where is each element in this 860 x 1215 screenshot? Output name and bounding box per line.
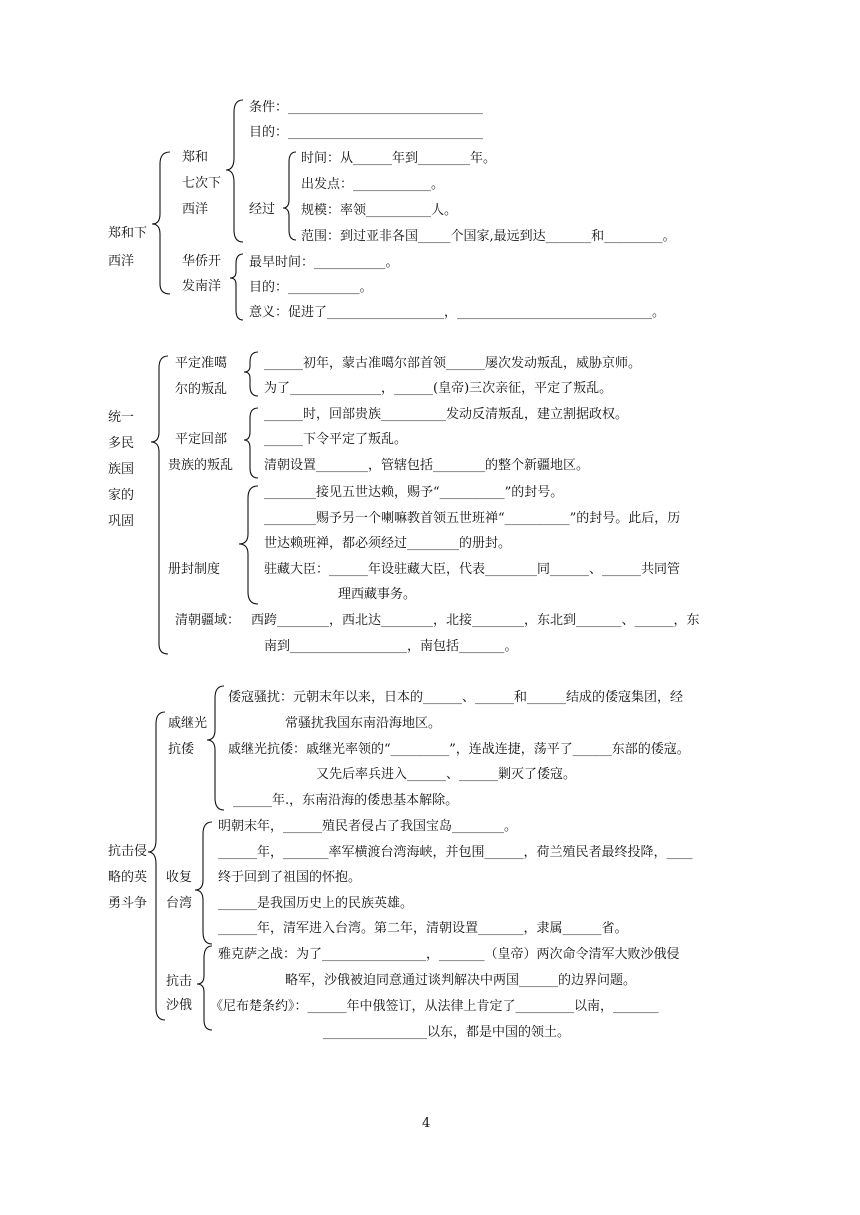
s1-b-line1: 最早时间：___________。 <box>249 255 399 270</box>
s1-a-label-1: 郑和 <box>182 150 209 165</box>
s2-a-line2: 为了______________，______(皇帝)三次亲征，平定了叛乱。 <box>264 381 613 396</box>
s2-b-label-1: 平定回部 <box>175 432 228 447</box>
s2-b-label-2: 贵族的叛乱 <box>168 458 234 473</box>
s3-c-label-1: 抗击 <box>166 974 193 989</box>
s2-b-line3: 清朝设置________，管辖包括________的整个新疆地区。 <box>264 458 590 473</box>
s3-c-line2: 略军，沙俄被迫同意通过谈判解决中两国______的边界问题。 <box>285 973 637 988</box>
s3-a-label-1: 戚继光 <box>168 716 208 731</box>
s2-c-line4: 驻藏大臣：______年设驻藏大臣，代表________同______、______共同管 <box>264 562 681 577</box>
s2-b-line2: ______下令平定了叛乱。 <box>264 432 408 447</box>
s2-root-line1: 统一 <box>108 410 135 425</box>
s1-a-label-3: 西洋 <box>182 202 209 217</box>
bracket-s3-a <box>207 686 224 810</box>
bracket-s1-b <box>230 254 243 320</box>
s2-c-label: 册封制度 <box>168 562 221 577</box>
s2-d-label: 清朝疆域： <box>175 613 241 628</box>
s2-c-line2: ________赐予另一个喇嘛教首领五世班禅“__________”的封号。此后，历 <box>264 511 681 526</box>
s2-d-line1: 西跨________，西北达________，北接________，东北到_______、______，东 <box>251 613 700 628</box>
s3-a-line3: 戚继光抗倭：戚继光率领的“_________”，连战连捷，荡平了______东部的倭寇。 <box>228 742 690 757</box>
s3-root-line1: 抗击侵 <box>108 844 148 859</box>
s2-c-line5: 理西藏事务。 <box>338 587 417 602</box>
s2-d-line2: 南到__________________，南包括_______。 <box>264 639 518 654</box>
s3-a-line1: 倭寇骚扰：元朝末年以来，日本的______、______和______结成的倭寇集团，经 <box>228 690 684 705</box>
s3-c-line1: 雅克萨之战：为了________________，_______（皇帝）两次命令清军大败沙俄侵 <box>218 947 680 962</box>
s3-c-label-2: 沙俄 <box>166 998 193 1013</box>
s3-root-line3: 勇斗争 <box>108 896 148 911</box>
bracket-s2-root <box>151 356 168 654</box>
s2-root-line4: 家的 <box>108 488 135 503</box>
s3-b-label-1: 收复 <box>166 870 193 885</box>
s1-a-line5: 规模：率领__________人。 <box>301 203 458 218</box>
s2-b-line1: ______时，回部贵族__________发动反清叛乱，建立割据政权。 <box>264 407 629 422</box>
s3-b-line5: ______年，清军进入台湾。第二年，清朝设置_______，隶属______省。 <box>218 921 628 936</box>
s1-b-label-2: 发南洋 <box>182 279 222 294</box>
s2-a-label-2: 尔的叛乱 <box>175 382 228 397</box>
s2-root-line5: 巩固 <box>108 514 135 529</box>
s1-a-line1: 条件：______________________________ <box>249 100 484 115</box>
s3-b-line1: 明朝末年，______殖民者侵占了我国宝岛________。 <box>218 819 518 834</box>
s3-a-line4: 又先后率兵进入______、______剿灭了倭寇。 <box>316 767 577 782</box>
s3-a-line2: 常骚扰我国东南沿海地区。 <box>285 716 442 731</box>
s2-c-line3: 世达赖班禅，都必须经过________的册封。 <box>264 536 512 551</box>
s1-b-line3: 意义：促进了__________________，______________________________。 <box>249 305 666 320</box>
s1-jingguo-label: 经过 <box>249 202 276 217</box>
s2-a-label-1: 平定准噶 <box>175 356 228 371</box>
s3-c-line4: ________________以东，都是中国的领土。 <box>323 1025 571 1040</box>
s2-a-line1: ______初年，蒙古准噶尔部首领______屡次发动叛乱，威胁京师。 <box>264 356 642 371</box>
s1-b-line2: 目的：___________。 <box>249 280 373 295</box>
s1-a-line6: 范围：到过亚非各国_____个国家,最远到达_______和_________。 <box>301 229 676 244</box>
bracket-s3-c <box>197 946 212 1030</box>
bracket-s3-b <box>195 822 212 944</box>
s1-b-label-1: 华侨开 <box>182 254 222 269</box>
s1-a-line2: 目的：______________________________ <box>249 125 484 140</box>
s2-root-line3: 族国 <box>108 462 135 477</box>
bracket-s1-root <box>152 152 170 294</box>
s3-b-line4: ______是我国历史上的民族英雄。 <box>218 896 414 911</box>
s1-a-line4: 出发点：____________。 <box>301 177 445 192</box>
bracket-s1-jingguo <box>283 152 296 240</box>
s3-b-line3: 终于回到了祖国的怀抱。 <box>218 870 362 885</box>
s1-root-line1: 郑和下 <box>108 226 148 241</box>
page-number: 4 <box>422 1116 431 1131</box>
s2-root-line2: 多民 <box>108 436 135 451</box>
s1-root-line2: 西洋 <box>108 254 135 269</box>
s3-b-label-2: 台湾 <box>166 896 193 911</box>
s3-a-label-2: 抗倭 <box>168 742 195 757</box>
bracket-s3-root <box>148 712 165 1020</box>
bracket-s2-b <box>244 408 258 478</box>
s1-a-label-2: 七次下 <box>182 176 222 191</box>
s3-a-line5: ______年.，东南沿海的倭患基本解除。 <box>233 793 459 808</box>
bracket-s2-c <box>239 486 258 604</box>
bracket-s2-a <box>244 352 258 396</box>
bracket-s1-a <box>226 100 243 242</box>
s2-c-line1: ________接见五世达赖，赐予“__________”的封号。 <box>264 485 564 500</box>
s3-c-line3: 《尼布楚条约》：______年中俄签订，从法律上肯定了_________以南，_______ <box>210 999 659 1014</box>
s3-root-line2: 略的英 <box>108 870 148 885</box>
s3-b-line2: ______年，_______率军横渡台湾海峡，并包围______，荷兰殖民者最终投降，____ <box>218 845 693 860</box>
s1-a-line3: 时间：从______年到________年。 <box>301 151 497 166</box>
